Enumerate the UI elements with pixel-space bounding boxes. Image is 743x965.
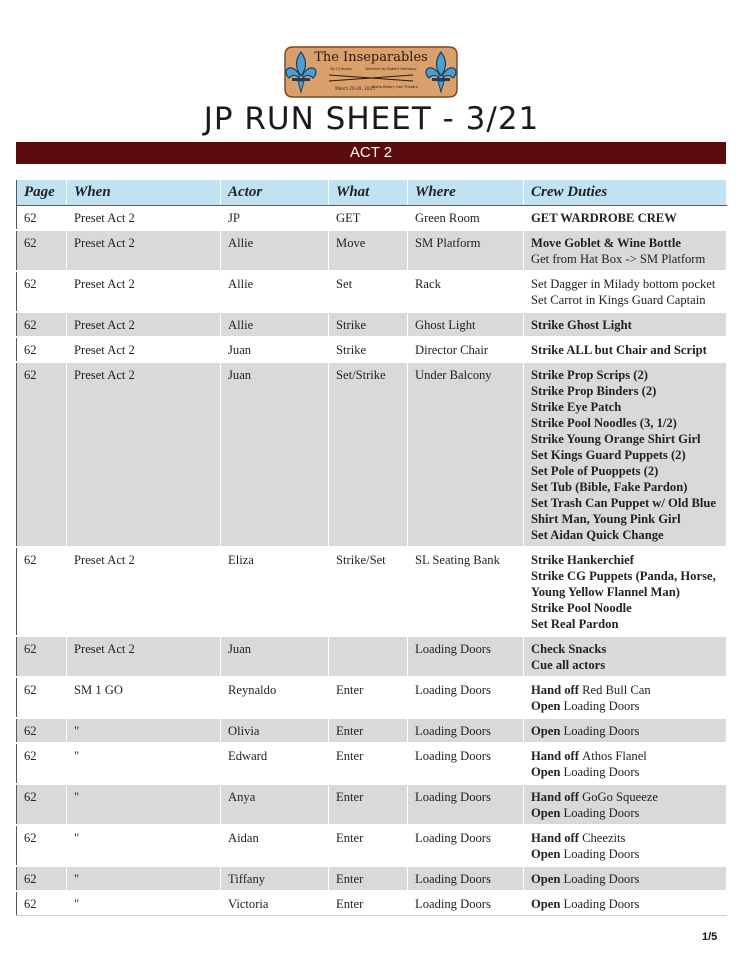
duty-detail: Cheezits xyxy=(582,831,626,845)
table-row xyxy=(17,718,727,743)
cell-where: Loading Doors xyxy=(408,825,524,866)
cell-actor: Juan xyxy=(221,337,329,362)
duty-action: Cue all actors xyxy=(531,658,606,672)
cell-page: 62 xyxy=(17,230,67,271)
duty-action: Open xyxy=(531,847,564,861)
cell-where: Loading Doors xyxy=(408,866,524,891)
duty-line xyxy=(531,616,722,632)
table-row xyxy=(17,337,727,362)
col-actor-header: Actor xyxy=(221,180,329,206)
duty-detail: Red Bull Can xyxy=(582,683,651,697)
duty-line xyxy=(531,764,722,780)
cell-crew-duties xyxy=(524,230,727,271)
duty-action: Set Kings Guard Puppets (2) xyxy=(531,448,686,462)
duty-line xyxy=(531,342,722,358)
col-page-header: Page xyxy=(17,180,67,206)
duty-action: Strike Pool Noodle xyxy=(531,601,632,615)
duty-line xyxy=(531,568,722,600)
cell-actor: Allie xyxy=(221,312,329,337)
svg-text:The Inseparables: The Inseparables xyxy=(314,50,428,65)
page-number: 1/5 xyxy=(702,931,718,943)
cell-when: " xyxy=(67,743,221,784)
table-row xyxy=(17,866,727,891)
duty-action: Strike Young Orange Shirt Girl xyxy=(531,432,701,446)
cell-crew-duties xyxy=(524,743,727,784)
duty-action: Set Trash Can Puppet w/ Old Blue Shirt Man, Young Pink Girl xyxy=(531,496,716,526)
duty-line xyxy=(531,748,722,764)
cell-when: SM 1 GO xyxy=(67,677,221,718)
duty-line xyxy=(531,896,722,912)
table-row xyxy=(17,206,727,231)
duty-line xyxy=(531,235,722,251)
table-row xyxy=(17,825,727,866)
cell-crew-duties xyxy=(524,825,727,866)
cell-page: 62 xyxy=(17,825,67,866)
duty-action: Hand off xyxy=(531,831,583,845)
duty-action: Set Pole of Puoppets (2) xyxy=(531,464,659,478)
cell-actor: Juan xyxy=(221,362,329,547)
cell-page: 62 xyxy=(17,636,67,677)
duty-line xyxy=(531,463,722,479)
document-title: JP RUN SHEET - 3/21 xyxy=(203,101,540,137)
duty-detail: Loading Doors xyxy=(563,724,640,738)
cell-what: Enter xyxy=(329,866,408,891)
col-when-header: When xyxy=(67,180,221,206)
table-row xyxy=(17,784,727,825)
cell-page: 62 xyxy=(17,718,67,743)
duty-action: Strike Prop Binders (2) xyxy=(531,384,657,398)
cell-actor: JP xyxy=(221,206,329,231)
cell-crew-duties xyxy=(524,677,727,718)
cell-actor: Eliza xyxy=(221,547,329,636)
cell-actor: Olivia xyxy=(221,718,329,743)
duty-action: Open xyxy=(531,897,564,911)
cell-when: " xyxy=(67,718,221,743)
col-where-header: Where xyxy=(408,180,524,206)
duty-action: Move Goblet & Wine Bottle xyxy=(531,236,681,250)
cell-where: Loading Doors xyxy=(408,891,524,916)
table-row xyxy=(17,230,727,271)
cell-what: Enter xyxy=(329,718,408,743)
cell-where: Ghost Light xyxy=(408,312,524,337)
duty-line xyxy=(531,527,722,543)
cell-crew-duties xyxy=(524,784,727,825)
cell-page: 62 xyxy=(17,312,67,337)
cell-where: Loading Doors xyxy=(408,718,524,743)
duty-detail: Athos Flanel xyxy=(582,749,647,763)
col-what-header: What xyxy=(329,180,408,206)
table-row xyxy=(17,636,727,677)
cell-crew-duties xyxy=(524,337,727,362)
cell-crew-duties xyxy=(524,891,727,916)
cell-what: Enter xyxy=(329,677,408,718)
duty-action: Check Snacks xyxy=(531,642,607,656)
cell-where: Under Balcony xyxy=(408,362,524,547)
duty-line xyxy=(531,641,722,657)
cell-crew-duties xyxy=(524,636,727,677)
duty-line xyxy=(531,292,722,308)
duty-line xyxy=(531,367,722,383)
duty-action: Open xyxy=(531,765,564,779)
cell-crew-duties xyxy=(524,271,727,312)
duty-action: Open xyxy=(531,724,564,738)
duty-line xyxy=(531,871,722,887)
cell-what: Enter xyxy=(329,743,408,784)
cell-actor: Reynaldo xyxy=(221,677,329,718)
cell-actor: Allie xyxy=(221,271,329,312)
cell-where: Loading Doors xyxy=(408,743,524,784)
run-sheet-table xyxy=(16,180,727,916)
cell-page: 62 xyxy=(17,337,67,362)
cell-crew-duties xyxy=(524,312,727,337)
duty-line xyxy=(531,276,722,292)
table-header-row xyxy=(17,180,727,206)
duty-detail: Set Dagger in Milady bottom pocket xyxy=(531,277,716,291)
cell-what: Strike xyxy=(329,337,408,362)
duty-line xyxy=(531,789,722,805)
duty-line xyxy=(531,657,722,673)
duty-line xyxy=(531,399,722,415)
duty-line xyxy=(531,682,722,698)
cell-when: Preset Act 2 xyxy=(67,337,221,362)
cell-what: Enter xyxy=(329,891,408,916)
cell-what: Strike/Set xyxy=(329,547,408,636)
col-duties-header: Crew Duties xyxy=(524,180,727,206)
duty-action: Hand off xyxy=(531,790,583,804)
duty-line xyxy=(531,552,722,568)
table-row xyxy=(17,891,727,916)
cell-when: Preset Act 2 xyxy=(67,206,221,231)
duty-line xyxy=(531,698,722,714)
cell-actor: Aidan xyxy=(221,825,329,866)
cell-when: Preset Act 2 xyxy=(67,312,221,337)
cell-when: Preset Act 2 xyxy=(67,271,221,312)
cell-crew-duties xyxy=(524,362,727,547)
duty-line xyxy=(531,447,722,463)
duty-action: Set Aidan Quick Change xyxy=(531,528,664,542)
duty-line xyxy=(531,317,722,333)
cell-where: Loading Doors xyxy=(408,636,524,677)
duty-action: Hand off xyxy=(531,749,583,763)
duty-action: Strike Prop Scrips (2) xyxy=(531,368,648,382)
duty-line xyxy=(531,600,722,616)
duty-action: GET WARDROBE CREW xyxy=(531,211,677,225)
act-banner: ACT 2 xyxy=(16,142,726,164)
duty-line xyxy=(531,495,722,527)
svg-text:Malta Rotary Hall Theatre: Malta Rotary Hall Theatre xyxy=(372,85,418,89)
duty-action: Set Real Pardon xyxy=(531,617,619,631)
svg-text:By CJ Young: By CJ Young xyxy=(330,67,352,71)
cell-page: 62 xyxy=(17,362,67,547)
cell-where: Green Room xyxy=(408,206,524,231)
cell-page: 62 xyxy=(17,891,67,916)
duty-action: Open xyxy=(531,699,564,713)
duty-line xyxy=(531,210,722,226)
cell-actor: Edward xyxy=(221,743,329,784)
duty-detail: Loading Doors xyxy=(563,765,640,779)
cell-crew-duties xyxy=(524,718,727,743)
svg-text:Directed by Robert Holloway: Directed by Robert Holloway xyxy=(365,67,417,71)
cell-when: " xyxy=(67,784,221,825)
duty-line xyxy=(531,830,722,846)
table-row xyxy=(17,312,727,337)
cell-crew-duties xyxy=(524,866,727,891)
duty-action: Open xyxy=(531,872,564,886)
duty-action: Strike ALL but Chair and Script xyxy=(531,343,707,357)
table-row xyxy=(17,743,727,784)
duty-action: Strike CG Puppets (Panda, Horse, Young Yellow Flannel Man) xyxy=(531,569,716,599)
cell-what xyxy=(329,636,408,677)
cell-crew-duties xyxy=(524,206,727,231)
cell-when: Preset Act 2 xyxy=(67,636,221,677)
cell-when: Preset Act 2 xyxy=(67,547,221,636)
duty-detail: Loading Doors xyxy=(563,847,640,861)
duty-action: Strike Hankerchief xyxy=(531,553,634,567)
cell-page: 62 xyxy=(17,271,67,312)
cell-crew-duties xyxy=(524,547,727,636)
cell-what: GET xyxy=(329,206,408,231)
cell-actor: Juan xyxy=(221,636,329,677)
duty-action: Strike Eye Patch xyxy=(531,400,622,414)
duty-action: Open xyxy=(531,806,564,820)
duty-action: Hand off xyxy=(531,683,583,697)
cell-when: " xyxy=(67,866,221,891)
cell-where: SM Platform xyxy=(408,230,524,271)
duty-action: Set Tub (Bible, Fake Pardon) xyxy=(531,480,688,494)
show-logo xyxy=(279,44,463,100)
svg-text:March 20-29, 2025: March 20-29, 2025 xyxy=(335,86,375,91)
duty-line xyxy=(531,431,722,447)
duty-detail: Loading Doors xyxy=(563,699,640,713)
duty-detail: Get from Hat Box -> SM Platform xyxy=(531,252,706,266)
table-row xyxy=(17,547,727,636)
duty-detail: GoGo Squeeze xyxy=(582,790,658,804)
table-row xyxy=(17,362,727,547)
duty-detail: Loading Doors xyxy=(563,806,640,820)
cell-page: 62 xyxy=(17,206,67,231)
table-row xyxy=(17,271,727,312)
duty-line xyxy=(531,415,722,431)
cell-actor: Anya xyxy=(221,784,329,825)
cell-actor: Tiffany xyxy=(221,866,329,891)
cell-what: Enter xyxy=(329,825,408,866)
cell-when: " xyxy=(67,825,221,866)
cell-where: Loading Doors xyxy=(408,784,524,825)
cell-page: 62 xyxy=(17,784,67,825)
cell-what: Set/Strike xyxy=(329,362,408,547)
cell-where: Loading Doors xyxy=(408,677,524,718)
duty-line xyxy=(531,251,722,267)
cell-what: Set xyxy=(329,271,408,312)
cell-actor: Allie xyxy=(221,230,329,271)
duty-detail: Loading Doors xyxy=(563,897,640,911)
cell-when: Preset Act 2 xyxy=(67,230,221,271)
duty-line xyxy=(531,846,722,862)
cell-page: 62 xyxy=(17,547,67,636)
cell-where: Director Chair xyxy=(408,337,524,362)
cell-where: SL Seating Bank xyxy=(408,547,524,636)
cell-actor: Victoria xyxy=(221,891,329,916)
cell-what: Enter xyxy=(329,784,408,825)
cell-where: Rack xyxy=(408,271,524,312)
duty-action: Strike Pool Noodles (3, 1/2) xyxy=(531,416,677,430)
cell-what: Strike xyxy=(329,312,408,337)
duty-detail: Loading Doors xyxy=(563,872,640,886)
duty-action: Strike Ghost Light xyxy=(531,318,632,332)
duty-detail: Set Carrot in Kings Guard Captain xyxy=(531,293,706,307)
table-row xyxy=(17,677,727,718)
cell-page: 62 xyxy=(17,677,67,718)
cell-page: 62 xyxy=(17,866,67,891)
duty-line xyxy=(531,723,722,739)
cell-when: " xyxy=(67,891,221,916)
duty-line xyxy=(531,805,722,821)
cell-when: Preset Act 2 xyxy=(67,362,221,547)
cell-what: Move xyxy=(329,230,408,271)
cell-page: 62 xyxy=(17,743,67,784)
duty-line xyxy=(531,479,722,495)
duty-line xyxy=(531,383,722,399)
